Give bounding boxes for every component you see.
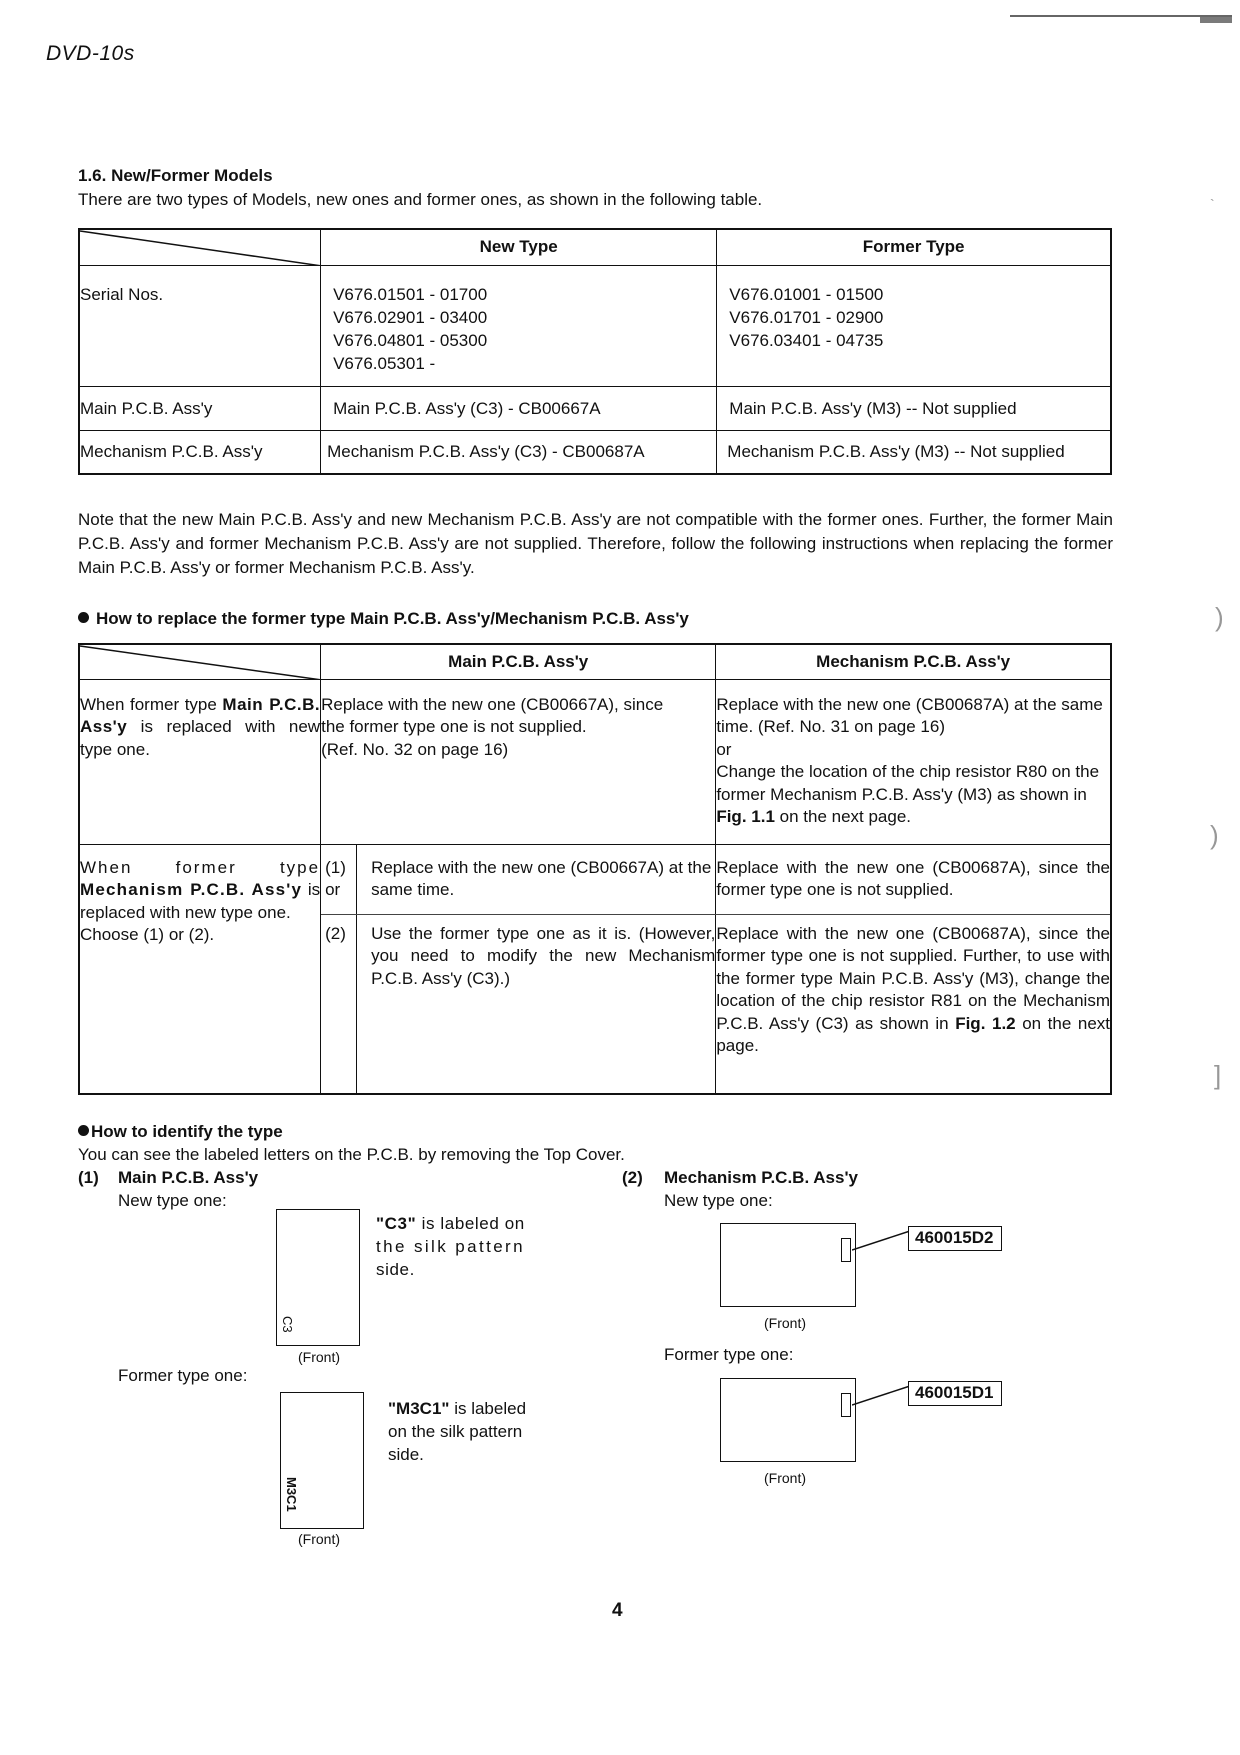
serial-range: V676.05301 - — [333, 353, 436, 373]
chip-marker-icon — [841, 1238, 851, 1262]
mech-new-tag: 460015D2 — [908, 1226, 1002, 1251]
cell-value: Main P.C.B. Ass'y (C3) - CB00667A — [321, 386, 717, 430]
instruction-text: Replace with the new one (CB00687A) at the same time. (Ref. No. 31 on page 16) — [716, 694, 1103, 736]
chip-marker-icon — [841, 1393, 851, 1417]
main-pcb-former-diagram — [280, 1392, 364, 1529]
column-header-main-pcb: Main P.C.B. Ass'y — [321, 644, 716, 679]
text: on the next page. — [716, 1013, 1110, 1055]
label-bold: Mechanism P.C.B. Ass'y — [80, 880, 303, 899]
mech-pcb-former-diagram — [720, 1378, 856, 1462]
figure-ref: Fig. 1.1 — [716, 807, 775, 826]
serial-range: V676.01001 - 01500 — [729, 284, 884, 304]
scan-artifact-mark — [1200, 17, 1232, 23]
label-bold: Main P.C.B. Ass'y — [80, 694, 321, 736]
silk-code: "C3" — [376, 1214, 417, 1233]
text: on the next page. — [774, 807, 912, 826]
or-text: or — [325, 879, 341, 899]
diagonal-line-icon — [80, 230, 322, 266]
main-former-description — [388, 1397, 568, 1466]
silk-label: M3C1 — [284, 1477, 299, 1512]
row-label: Main P.C.B. Ass'y — [79, 386, 321, 430]
instruction-text — [716, 761, 1110, 829]
front-label: (Front) — [298, 1531, 340, 1547]
mech-former-tag: 460015D1 — [908, 1381, 1002, 1406]
front-label: (Front) — [764, 1315, 806, 1331]
instruction-line: (Ref. No. 32 on page 16) — [321, 739, 509, 759]
text: Change the location of the chip resistor R80 on the former Mechanism P.C.B. Ass'y (M3) as shown in — [716, 762, 1100, 804]
option-2-number: (2) — [321, 914, 357, 1094]
item-number: (2) — [622, 1168, 643, 1187]
text: side. — [388, 1445, 424, 1464]
option-1-number — [321, 844, 357, 914]
instruction-line: the former type one is not supplied. — [321, 717, 587, 736]
table-corner-cell — [79, 229, 321, 265]
table-row — [79, 386, 1111, 430]
heading-text: Main P.C.B. Ass'y — [118, 1168, 259, 1187]
option-1-mech: Replace with the new one (CB00687A), since the former type one is not supplied. — [716, 844, 1111, 914]
main-new-description — [376, 1212, 536, 1281]
compatibility-note: Note that the new Main P.C.B. Ass'y and new Mechanism P.C.B. Ass'y are not compatible with the former ones. Further, the former Main P.C.B. Ass'y and former Mechanism P.C.B. Ass'y are not supplied. Therefore, follow the following instructions when replacing the former Main P.C.B. Ass'y or former Mechanism P.C.B. Ass'y. — [78, 510, 1113, 577]
column-header-mechanism-pcb: Mechanism P.C.B. Ass'y — [716, 644, 1111, 679]
cell-value: Mechanism P.C.B. Ass'y (M3) -- Not supplied — [717, 430, 1111, 474]
text: side. — [376, 1260, 415, 1279]
document-id: DVD-10s — [46, 42, 135, 65]
section-intro: There are two types of Models, new ones and former ones, as shown in the following table. — [78, 190, 763, 209]
row-label-main-replaced — [79, 679, 321, 844]
option-2-mech — [716, 914, 1111, 1094]
option-number: (1) — [325, 857, 346, 877]
table-row — [79, 265, 1111, 386]
choose-text: Choose (1) or (2). — [80, 925, 215, 944]
serial-range: V676.01501 - 01700 — [333, 284, 488, 304]
page-number: 4 — [612, 1600, 623, 1621]
text: is labeled on — [416, 1214, 525, 1233]
front-label: (Front) — [764, 1470, 806, 1486]
row-label-mech-replaced — [79, 844, 321, 1094]
instruction-line: Replace with the new one (CB00667A), since — [321, 694, 664, 714]
cell-value: Main P.C.B. Ass'y (M3) -- Not supplied — [717, 386, 1111, 430]
mech-new-label: New type one: — [664, 1191, 773, 1210]
mech-pcb-new-diagram — [720, 1223, 856, 1307]
label-text: is replaced with new type one. — [80, 717, 321, 759]
text: is labeled — [449, 1399, 527, 1418]
row-label: Mechanism P.C.B. Ass'y — [79, 430, 321, 474]
silk-code: "M3C1" — [388, 1399, 450, 1418]
item-number: (1) — [78, 1168, 99, 1187]
column-header-new-type: New Type — [321, 229, 717, 265]
label-text: When former type — [80, 694, 223, 714]
table-row — [79, 679, 1111, 844]
column-header-former-type: Former Type — [717, 229, 1111, 265]
serial-range: V676.04801 - 05300 — [333, 330, 488, 350]
leader-line-icon — [852, 1228, 916, 1254]
scan-artifact-line — [1010, 15, 1232, 21]
main-pcb-new-diagram — [276, 1209, 360, 1346]
option-1-main: Replace with the new one (CB00667A) at the same time. — [357, 844, 716, 914]
label-text: is replaced with new type one. — [80, 880, 321, 922]
identify-intro: You can see the labeled letters on the P.C.B. by removing the Top Cover. — [78, 1145, 625, 1164]
table-corner-cell — [79, 644, 321, 679]
serial-new-cell — [321, 265, 717, 386]
serial-range: V676.03401 - 04735 — [729, 330, 884, 350]
replace-title-text: How to replace the former type Main P.C.B. Ass'y/Mechanism P.C.B. Ass'y — [96, 609, 689, 628]
figure-ref: Fig. 1.2 — [955, 1013, 1016, 1033]
silk-label: C3 — [280, 1316, 295, 1333]
label-text-block — [80, 857, 320, 925]
section-title: 1.6. New/Former Models — [78, 166, 273, 185]
diagonal-line-icon — [80, 645, 322, 680]
serial-range: V676.02901 - 03400 — [333, 307, 488, 327]
front-label: (Front) — [298, 1349, 340, 1365]
label-text: When former type — [80, 857, 321, 877]
or-text: or — [716, 739, 732, 759]
replace-table — [78, 643, 1112, 1095]
identify-title-text: How to identify the type — [91, 1122, 283, 1141]
main-pcb-heading — [78, 1168, 258, 1188]
option-2-main: Use the former type one as it is. (However, you need to modify the new Mechanism P.C.B. Ass'y (C3).) — [357, 914, 716, 1094]
cell-value: Mechanism P.C.B. Ass'y (C3) - CB00687A — [321, 430, 717, 474]
main-replace-instructions — [321, 679, 716, 844]
models-table — [78, 228, 1112, 475]
mech-replace-instructions — [716, 679, 1111, 844]
text: the silk pattern — [376, 1237, 525, 1256]
row-label: Serial Nos. — [79, 265, 321, 386]
scan-speck: ` — [1210, 196, 1215, 212]
table-row — [79, 844, 1111, 914]
bullet-icon — [78, 612, 89, 623]
scan-speck: ) — [1210, 820, 1219, 850]
main-new-label: New type one: — [118, 1191, 227, 1210]
replace-section-title — [78, 609, 689, 629]
identify-section-title — [78, 1122, 283, 1142]
serial-former-cell — [717, 265, 1111, 386]
table-row — [79, 430, 1111, 474]
mech-pcb-heading — [622, 1168, 858, 1188]
scan-speck: ] — [1214, 1060, 1222, 1090]
text: on the silk pattern — [388, 1422, 523, 1441]
leader-line-icon — [852, 1383, 916, 1409]
text: Replace with the new one (CB00687A), since the former type one is not supplied. Further, to use with the former type Main P.C.B. Ass'y (M3), change the location of the chip resistor R81 on the Mechanism P.C.B. Ass'y (C3) as shown in — [716, 923, 1110, 1033]
mech-former-label: Former type one: — [664, 1345, 794, 1364]
serial-range: V676.01701 - 02900 — [729, 307, 884, 327]
heading-text: Mechanism P.C.B. Ass'y — [664, 1168, 858, 1187]
scan-speck: ) — [1215, 602, 1224, 632]
main-former-label: Former type one: — [118, 1366, 248, 1385]
bullet-icon — [78, 1125, 89, 1136]
